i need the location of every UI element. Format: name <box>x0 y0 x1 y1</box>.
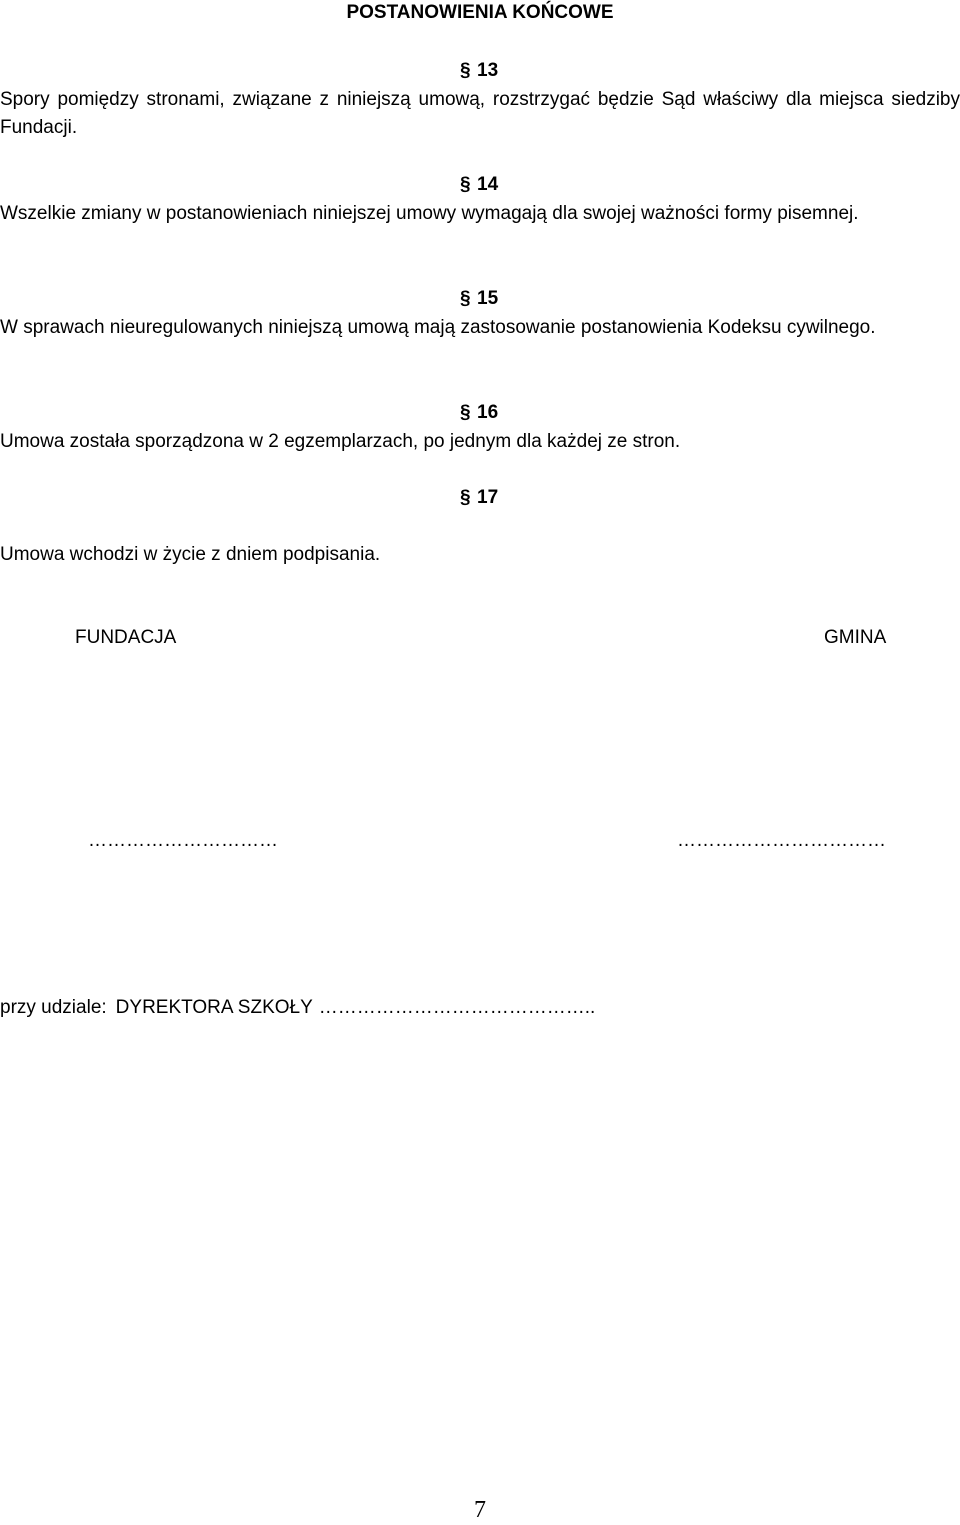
section-13-number: § 13 <box>460 60 499 81</box>
section-16-number: § 16 <box>460 402 499 423</box>
signature-label-fundacja: FUNDACJA <box>75 627 177 648</box>
signature-line-gmina: …………………………… <box>677 830 886 851</box>
section-16-text: Umowa została sporządzona w 2 egzemplarzach, po jednym dla każdej ze stron. <box>0 431 681 452</box>
section-sign: § <box>460 402 471 423</box>
page-number: 7 <box>474 1497 486 1523</box>
signature-line-fundacja: ………………………… <box>88 830 278 851</box>
participation-dots: …………………………………….. <box>318 997 596 1018</box>
section-14-number: § 14 <box>460 174 499 195</box>
participation-role: DYREKTORA SZKOŁY <box>115 997 313 1018</box>
participation-label: przy udziale: <box>0 997 107 1018</box>
participation-line <box>0 997 595 1019</box>
document-heading: POSTANOWIENIA KOŃCOWE <box>346 2 614 23</box>
section-15-text: W sprawach nieuregulowanych niniejszą umową mają zastosowanie postanowienia Kodeksu cywilnego. <box>0 317 876 338</box>
section-sign: § <box>460 60 471 81</box>
section-14-text: Wszelkie zmiany w postanowieniach niniejszej umowy wymagają dla swojej ważności formy pisemnej. <box>0 203 859 224</box>
signature-label-gmina: GMINA <box>824 627 887 648</box>
section-sign: § <box>460 487 471 508</box>
section-sign: § <box>460 174 471 195</box>
section-sign: § <box>460 288 471 309</box>
section-13-text: Spory pomiędzy stronami, związane z niniejszą umową, rozstrzygać będzie Sąd właściwy dla miejsca siedziby Fundacji. <box>0 89 960 138</box>
section-17-text: Umowa wchodzi w życie z dniem podpisania. <box>0 544 381 565</box>
section-17-number: § 17 <box>460 487 499 508</box>
section-15-number: § 15 <box>460 288 499 309</box>
